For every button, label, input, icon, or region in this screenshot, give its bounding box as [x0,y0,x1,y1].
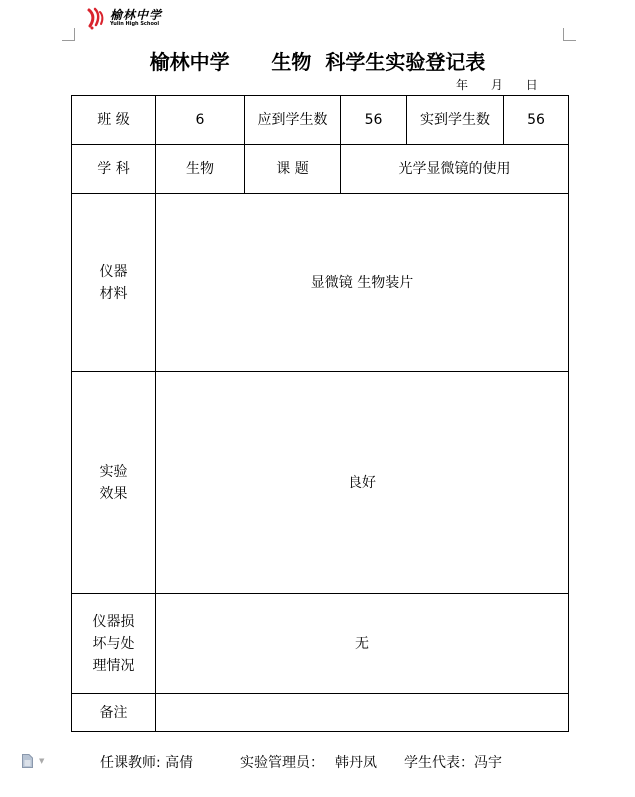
school-emblem-icon [86,6,106,30]
table-row [72,694,569,732]
damage-label-line-1: 仪器损 [92,613,135,630]
result-label [72,372,156,594]
chevron-down-icon[interactable]: ▼ [39,757,45,765]
result-label-line-1: 实验 [99,463,128,480]
subject-value: 生物 [156,145,245,194]
table-row [72,96,569,145]
damage-label-line-3: 理情况 [92,657,135,674]
logo-english-name: Yulin High School [110,21,160,27]
crop-mark-top-left [62,28,75,41]
expected-students-label: 应到学生数 [245,96,341,145]
table-row [72,194,569,372]
page-title: 榆林中学 生物 科学生实验登记表 [149,50,486,74]
damage-label-line-2: 坏与处 [92,635,135,652]
date-line: 年 月 日 [456,78,538,92]
notes-value [156,694,569,732]
notes-label: 备注 [72,694,156,732]
materials-label-line-2: 材料 [99,285,128,302]
topic-label: 课 题 [245,145,341,194]
manager-name: 韩丹凤 [335,755,377,771]
table-row [72,372,569,594]
damage-value: 无 [156,594,569,694]
crop-mark-top-right [563,28,576,41]
class-label: 班 级 [72,96,156,145]
manager-label: 实验管理员： [240,755,324,771]
subject-label: 学 科 [72,145,156,194]
actual-students-value: 56 [504,96,569,145]
damage-label [72,594,156,694]
materials-label [72,194,156,372]
logo-chinese-name: 榆林中学 [110,8,163,22]
school-logo [86,6,162,30]
topic-value: 光学显微镜的使用 [341,145,569,194]
table-row [72,594,569,694]
actual-students-label: 实到学生数 [407,96,504,145]
result-value: 良好 [156,372,569,594]
materials-value: 显微镜 生物装片 [156,194,569,372]
expected-students-value: 56 [341,96,407,145]
teacher-signature: 任课教师: 高倩 [100,755,194,771]
result-label-line-2: 效果 [99,485,128,502]
class-value: 6 [156,96,245,145]
table-row [72,145,569,194]
registration-table [71,95,569,732]
document-icon[interactable] [22,753,33,767]
materials-label-line-1: 仪器 [99,263,128,280]
student-representative: 学生代表：冯宇 [404,755,502,771]
